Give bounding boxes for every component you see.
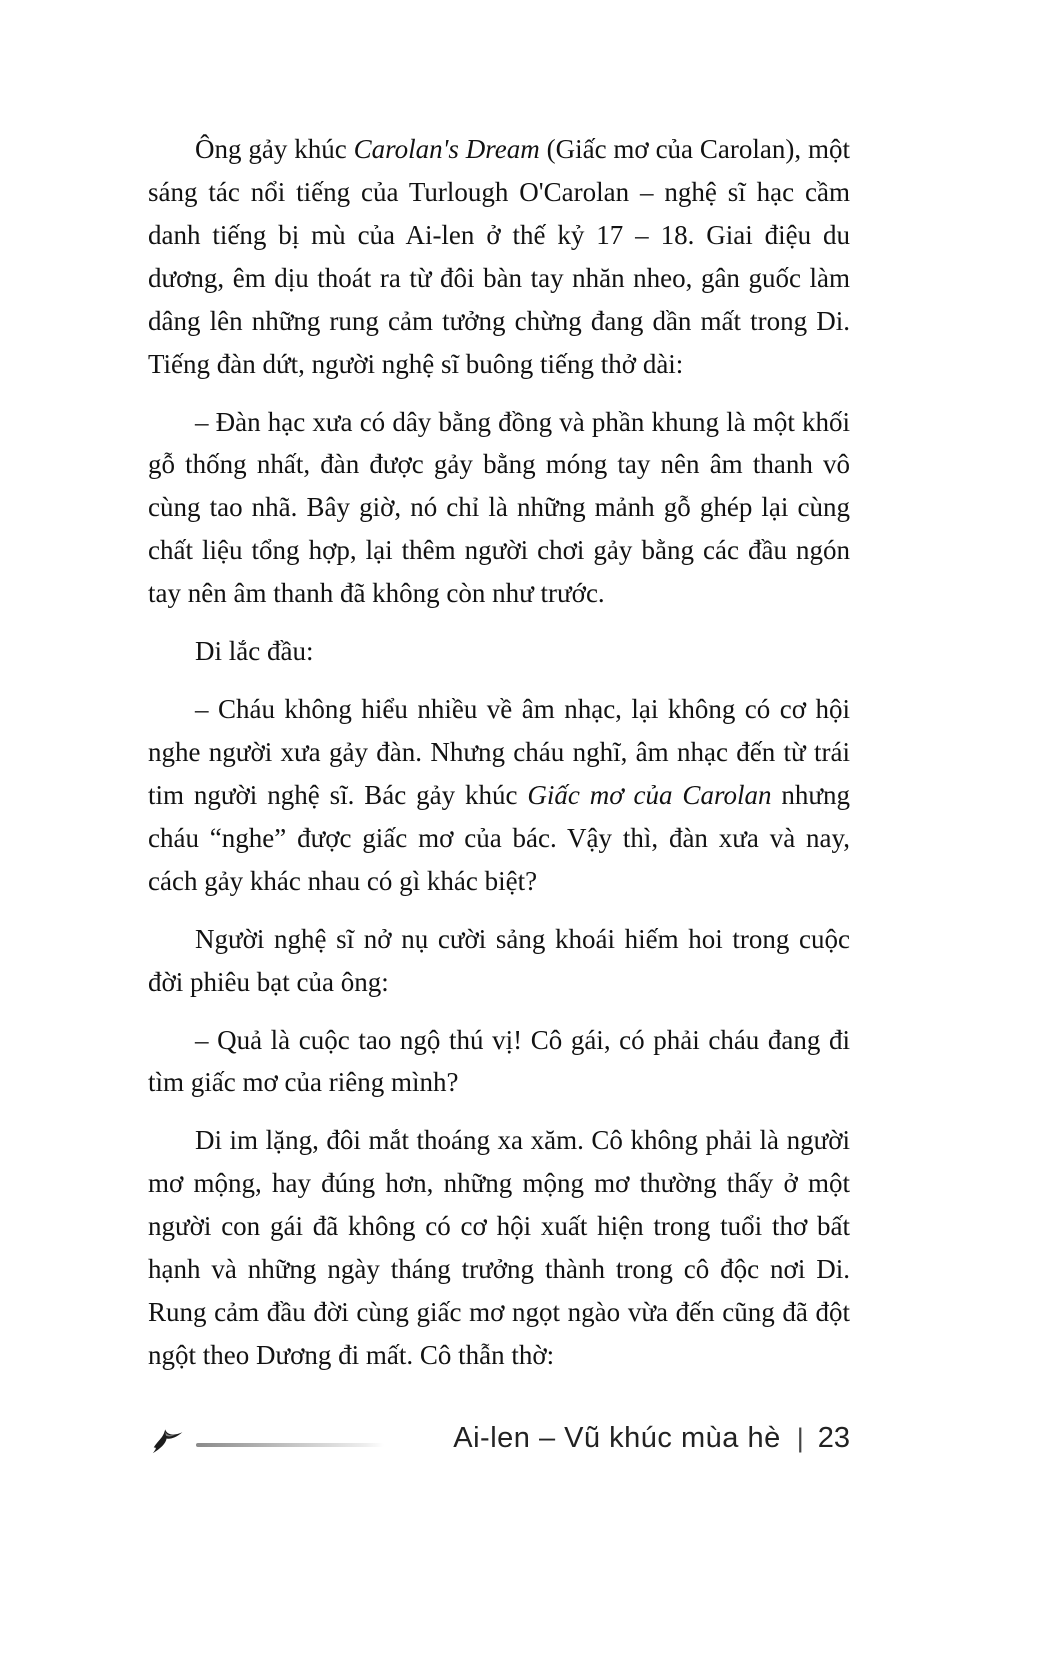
page-number: 23 <box>817 1421 850 1454</box>
page-body-text <box>148 128 850 1392</box>
footer-book-title: Ai-len – Vũ khúc mùa hè <box>453 1421 781 1454</box>
footer-separator: | <box>796 1422 804 1453</box>
paragraph <box>148 688 850 903</box>
bird-icon <box>148 1418 190 1458</box>
text-run: (Giấc mơ của Carolan), một sáng tác nổi tiếng của Turlough O'Carolan – nghệ sĩ hạc cầm danh tiếng bị mù của Ai-len ở thế kỷ 17 – 18. Giai điệu du dương, êm dịu thoát ra từ đôi bàn tay nhăn nheo, gân guốc làm dâng lên những rung cảm tưởng chừng đang dần mất trong Di. Tiếng đàn dứt, người nghệ sĩ buông tiếng thở dài: <box>148 134 850 379</box>
paragraph <box>148 128 850 386</box>
paragraph <box>148 918 850 1004</box>
text-run: Người nghệ sĩ nở nụ cười sảng khoái hiếm hoi trong cuộc đời phiêu bạt của ông: <box>148 923 850 997</box>
italic-text-run: Carolan's Dream <box>353 134 540 164</box>
italic-text-run: Giấc mơ của Carolan <box>527 779 772 810</box>
paragraph <box>148 630 850 673</box>
text-run: – Quả là cuộc tao ngộ thú vị! Cô gái, có phải cháu đang đi tìm giấc mơ của riêng mình? <box>148 1024 850 1098</box>
page-footer <box>148 1418 850 1458</box>
text-run: Ông gảy khúc <box>195 134 354 164</box>
text-run: Di im lặng, đôi mắt thoáng xa xăm. Cô không phải là người mơ mộng, hay đúng hơn, những mộng mơ thường thấy ở một người con gái đã không có cơ hội xuất hiện trong tuổi thơ bất hạnh và những ngày tháng trưởng thành trong cô độc nơi Di. Rung cảm đầu đời cùng giấc mơ ngọt ngào vừa đến cũng đã đột ngột theo Dương đi mất. Cô thẫn thờ: <box>148 1125 850 1370</box>
text-run: – Cháu không hiểu nhiều về âm nhạc, lại không có cơ hội nghe người xưa gảy đàn. Nhưng cháu nghĩ, âm nhạc đến từ trái tim người nghệ sĩ. Bác gảy khúc <box>148 694 850 810</box>
text-run: – Đàn hạc xưa có dây bằng đồng và phần khung là một khối gỗ thống nhất, đàn được gảy bằng móng tay nên âm thanh vô cùng tao nhã. Bây giờ, nó chỉ là những mảnh gỗ ghép lại cùng chất liệu tổng hợp, lại thêm người chơi gảy bằng các đầu ngón tay nên âm thanh đã không còn như trước. <box>148 406 850 609</box>
paragraph <box>148 1019 850 1105</box>
text-run: Di lắc đầu: <box>195 636 314 667</box>
paragraph <box>148 401 850 616</box>
text-run: nhưng cháu “nghe” được giấc mơ của bác. Vậy thì, đàn xưa và nay, cách gảy khác nhau có gì khác biệt? <box>148 779 850 896</box>
paragraph <box>148 1119 850 1377</box>
footer-rule <box>196 1443 384 1447</box>
